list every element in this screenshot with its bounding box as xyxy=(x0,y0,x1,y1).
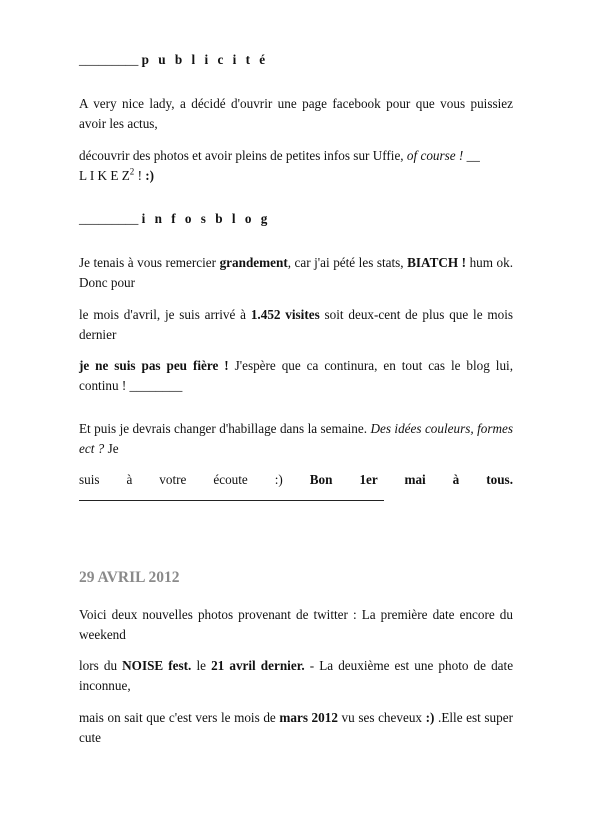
text: , car j'ai pété les stats, xyxy=(287,255,404,270)
horizontal-rule xyxy=(79,500,384,501)
paragraph-fiere xyxy=(79,356,513,396)
section-heading-publicite xyxy=(79,50,513,70)
heading-underline: _________ xyxy=(79,211,139,226)
section-heading-infosblog xyxy=(79,209,513,229)
smiley-text: :) xyxy=(145,168,155,183)
text: le xyxy=(196,658,206,673)
paragraph-photos: Voici deux nouvelles photos provenant de twitter : La première date encore du weekend xyxy=(79,607,513,642)
paragraph-mars xyxy=(79,708,513,748)
text: Et puis je devrais changer d'habillage dans la semaine. xyxy=(79,421,368,436)
text: lors du xyxy=(79,658,118,673)
exclamation-text: ! xyxy=(137,168,142,183)
paragraph-facebook: A very nice lady, a décidé d'ouvrir une page facebook pour que vous puissiez avoir les actus, xyxy=(79,96,513,131)
bold-text: Bon 1er mai à tous. xyxy=(309,472,513,487)
likez-text: L I K E Z xyxy=(79,168,130,183)
bold-text: je ne suis pas peu fière ! xyxy=(79,358,229,373)
text: mais on sait que c'est vers le mois de xyxy=(79,710,276,725)
paragraph-uffie xyxy=(79,146,513,186)
text: Je xyxy=(107,441,119,456)
text: hum ok. Donc pour xyxy=(79,255,514,290)
paragraph-visites xyxy=(79,305,513,345)
heading-underline: _________ xyxy=(79,52,139,67)
paragraph-remerciement xyxy=(79,253,513,293)
heading-label: i n f o s b l o g xyxy=(141,211,271,226)
bold-text: grandement xyxy=(219,255,288,270)
text: .Elle est super cute xyxy=(79,710,513,745)
text: soit deux-cent de plus que le mois dernier xyxy=(79,307,513,342)
text: le mois d'avril, je suis arrivé à xyxy=(79,307,247,322)
bold-text: 1.452 visites xyxy=(250,307,320,322)
superscript: 2 xyxy=(129,166,135,177)
italic-text: Des idées couleurs, formes ect ? xyxy=(79,421,513,456)
underscore-text: __ xyxy=(466,148,480,163)
bold-text: mars 2012 xyxy=(279,710,338,725)
text: découvrir des photos et avoir pleins de petites infos sur Uffie, xyxy=(79,148,404,163)
italic-text: of course ! xyxy=(406,148,464,163)
bold-text: :) xyxy=(425,710,435,725)
bold-text: BIATCH ! xyxy=(407,255,467,270)
text: vu ses cheveux xyxy=(341,710,423,725)
bold-text: NOISE fest. xyxy=(122,658,192,673)
text: suis à votre écoute :) xyxy=(79,472,283,487)
bold-text: 21 avril dernier. xyxy=(211,658,305,673)
text: - La deuxième est une photo de date inconnue, xyxy=(79,658,514,693)
text: Je tenais à vous remercier xyxy=(79,255,217,270)
paragraph-habillage xyxy=(79,419,513,459)
post-date-heading: 29 AVRIL 2012 xyxy=(79,569,180,586)
heading-label: p u b l i c i t é xyxy=(141,52,269,67)
text: J'espère que ca continura, en tout cas le blog lui, continu ! ________ xyxy=(79,358,514,393)
paragraph-noise-fest xyxy=(79,656,513,696)
paragraph-ecoute xyxy=(79,470,513,490)
